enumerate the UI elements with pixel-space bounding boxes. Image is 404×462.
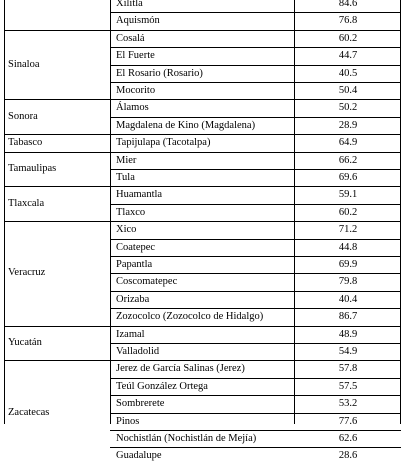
row-border xyxy=(110,204,401,205)
value-cell: 48.9 xyxy=(338,329,358,340)
value-cell: 62.6 xyxy=(338,433,358,444)
municipality-cell: Teúl González Ortega xyxy=(116,381,208,392)
municipality-cell: Pinos xyxy=(116,416,140,427)
data-table xyxy=(4,0,404,461)
municipality-cell: Aquismón xyxy=(116,15,160,26)
state-cell: Zacatecas xyxy=(8,407,50,418)
value-cell: 44.7 xyxy=(338,50,358,61)
municipality-cell: Orizaba xyxy=(116,294,150,305)
value-cell: 28.9 xyxy=(338,120,358,131)
value-cell: 69.9 xyxy=(338,259,358,270)
value-cell: 50.4 xyxy=(338,85,358,96)
value-cell: 57.8 xyxy=(338,363,358,374)
municipality-cell: Zozocolco (Zozocolco de Hidalgo) xyxy=(116,311,264,322)
row-border xyxy=(110,308,401,309)
row-border xyxy=(110,239,401,240)
municipality-cell: Nochistlán (Nochistlán de Mejía) xyxy=(116,433,257,444)
municipality-cell: Xilitla xyxy=(116,0,143,9)
municipality-cell: Coatepec xyxy=(116,242,156,253)
row-border xyxy=(110,169,401,170)
row-border xyxy=(110,47,401,48)
municipality-cell: Valladolid xyxy=(116,346,160,357)
value-cell: 28.6 xyxy=(338,450,358,461)
row-border xyxy=(110,12,401,13)
municipality-cell: Jerez de García Salinas (Jerez) xyxy=(116,363,245,374)
state-cell: Tlaxcala xyxy=(8,198,45,209)
municipality-cell: Izamal xyxy=(116,329,145,340)
group-border xyxy=(4,221,401,222)
value-cell: 69.6 xyxy=(338,172,358,183)
municipality-cell: Coscomatepec xyxy=(116,276,178,287)
group-border xyxy=(4,99,401,100)
value-cell: 50.2 xyxy=(338,102,358,113)
value-cell: 71.2 xyxy=(338,224,358,235)
value-cell: 59.1 xyxy=(338,189,358,200)
municipality-cell: Huamantla xyxy=(116,189,163,200)
value-cell: 66.2 xyxy=(338,155,358,166)
municipality-cell: El Fuerte xyxy=(116,50,155,61)
row-border xyxy=(110,447,401,448)
municipality-cell: Mocorito xyxy=(116,85,156,96)
municipality-cell: Álamos xyxy=(116,102,149,113)
value-cell: 60.2 xyxy=(338,207,358,218)
value-cell: 77.6 xyxy=(338,416,358,427)
value-cell: 79.8 xyxy=(338,276,358,287)
group-border xyxy=(4,360,401,361)
row-border xyxy=(110,65,401,66)
municipality-cell: Tlaxco xyxy=(116,207,146,218)
value-cell: 64.9 xyxy=(338,137,358,148)
state-cell: Sonora xyxy=(8,111,38,122)
value-cell: 57.5 xyxy=(338,381,358,392)
municipality-cell: Sombrerete xyxy=(116,398,165,409)
municipality-cell: Cosalá xyxy=(116,33,145,44)
municipality-cell: Magdalena de Kino (Magdalena) xyxy=(116,120,256,131)
municipality-cell: Guadalupe xyxy=(116,450,162,461)
state-cell: Tabasco xyxy=(8,137,43,148)
state-cell: Sinaloa xyxy=(8,59,40,70)
value-cell: 60.2 xyxy=(338,33,358,44)
row-border xyxy=(110,413,401,414)
municipality-cell: Tapijulapa (Tacotalpa) xyxy=(116,137,211,148)
value-cell: 53.2 xyxy=(338,398,358,409)
row-border xyxy=(110,343,401,344)
group-border xyxy=(4,152,401,153)
row-border xyxy=(110,256,401,257)
row-border xyxy=(110,430,401,431)
group-border xyxy=(4,186,401,187)
row-border xyxy=(110,291,401,292)
state-cell: Tamaulipas xyxy=(8,163,57,174)
value-cell: 54.9 xyxy=(338,346,358,357)
value-cell: 40.5 xyxy=(338,68,358,79)
group-border xyxy=(4,326,401,327)
row-border xyxy=(110,273,401,274)
value-cell: 40.4 xyxy=(338,294,358,305)
municipality-cell: Papantla xyxy=(116,259,153,270)
value-cell: 76.8 xyxy=(338,15,358,26)
group-border xyxy=(4,134,401,135)
row-border xyxy=(110,82,401,83)
group-border xyxy=(4,30,401,31)
row-border xyxy=(110,378,401,379)
municipality-cell: Mier xyxy=(116,155,137,166)
row-border xyxy=(110,117,401,118)
value-cell: 86.7 xyxy=(338,311,358,322)
municipality-cell: Xico xyxy=(116,224,137,235)
state-cell: Yucatán xyxy=(8,337,42,348)
municipality-cell: El Rosario (Rosario) xyxy=(116,68,203,79)
municipality-cell: Tula xyxy=(116,172,135,183)
value-cell: 84.6 xyxy=(338,0,358,9)
row-border xyxy=(110,395,401,396)
state-cell: Veracruz xyxy=(8,267,46,278)
value-cell: 44.8 xyxy=(338,242,358,253)
